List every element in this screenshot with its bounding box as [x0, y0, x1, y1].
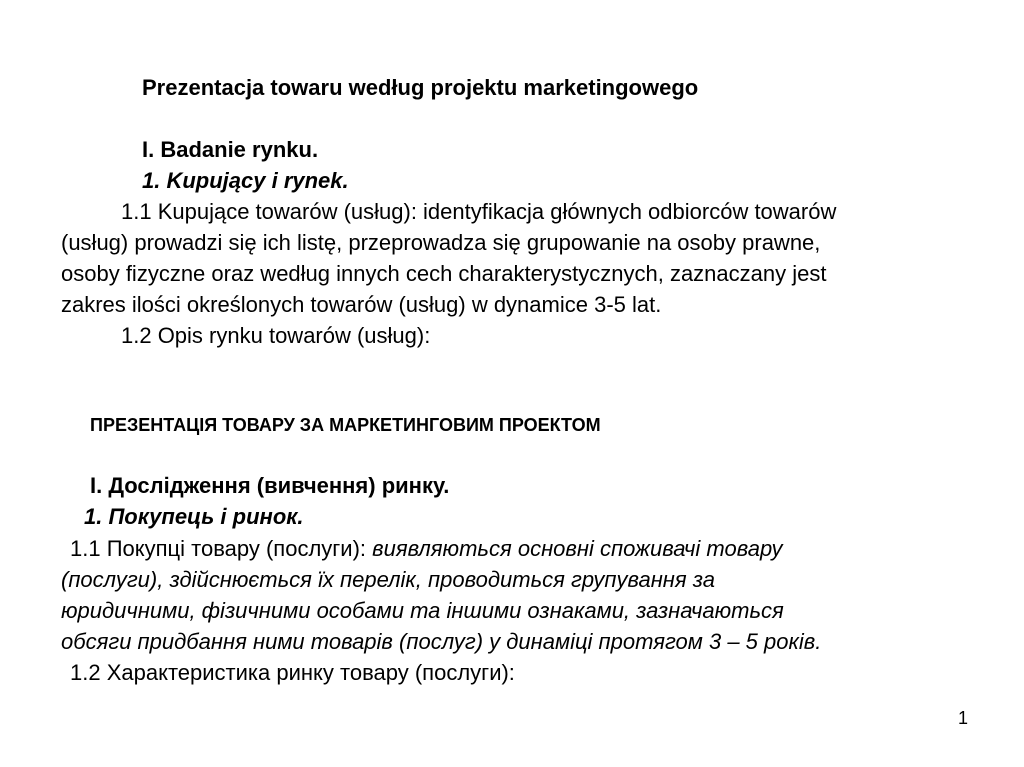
ukrainian-section-heading: І. Дослідження (вивчення) ринку.: [90, 473, 450, 498]
polish-paragraph-line: osoby fizyczne oraz według innych cech charakterystycznych, zaznaczany jest: [61, 261, 827, 286]
ukrainian-paragraph-italic: виявляються основні споживачі товару: [372, 536, 783, 561]
ukrainian-paragraph-line: [70, 533, 782, 564]
polish-paragraph-line: (usług) prowadzi się ich listę, przeprowadza się grupowanie na osoby prawne,: [61, 230, 821, 255]
polish-paragraph-line: 1.1 Kupujące towarów (usług): identyfikacja głównych odbiorców towarów: [121, 199, 837, 224]
ukrainian-subsection-heading: 1. Покупець і ринок.: [84, 504, 304, 529]
ukrainian-title: ПРЕЗЕНТАЦІЯ ТОВАРУ ЗА МАРКЕТИНГОВИМ ПРОЕКТОМ: [90, 415, 601, 435]
ukrainian-paragraph-prefix: 1.1 Покупці товару (послуги):: [70, 536, 373, 561]
polish-subsection-heading: 1. Kupujący i rynek.: [142, 168, 349, 193]
page-number: 1: [957, 708, 968, 728]
ukrainian-paragraph-line: (послуги), здійснюється їх перелік, проводиться групування за: [61, 567, 715, 592]
polish-section-heading: I. Badanie rynku.: [142, 137, 319, 162]
polish-paragraph-line: zakres ilości określonych towarów (usług) w dynamice 3-5 lat.: [61, 292, 662, 317]
ukrainian-paragraph-2: 1.2 Характеристика ринку товару (послуги):: [70, 660, 515, 685]
ukrainian-paragraph-line: юридичними, фізичними особами та іншими ознаками, зазначаються: [61, 598, 784, 623]
polish-paragraph-2: 1.2 Opis rynku towarów (usług):: [121, 323, 431, 348]
polish-title: Prezentacja towaru według projektu marketingowego: [142, 75, 699, 100]
ukrainian-paragraph-line: обсяги придбання ними товарів (послуг) у динаміці протягом 3 – 5 років.: [61, 629, 822, 654]
